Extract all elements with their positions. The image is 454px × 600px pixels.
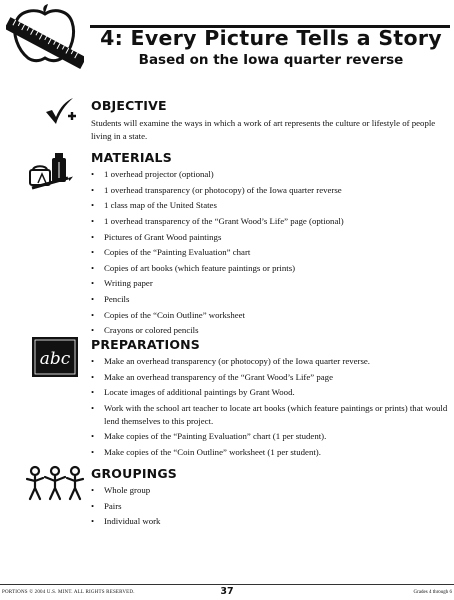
school-supplies-icon <box>28 150 74 192</box>
list-item: • 1 overhead projector (optional) <box>91 168 453 181</box>
list-item: • Individual work <box>91 515 453 528</box>
preparations-heading: PREPARATIONS <box>91 337 201 352</box>
list-item: • Pictures of Grant Wood paintings <box>91 231 453 244</box>
page-number: 37 <box>220 586 234 597</box>
preparations-list <box>91 355 453 461</box>
list-item: • Writing paper <box>91 277 453 290</box>
footer-grade-level: Grades 4 through 6 <box>413 590 452 595</box>
materials-list <box>91 168 453 340</box>
list-item: • Copies of the “Painting Evaluation” chart <box>91 246 453 259</box>
list-item: • Make an overhead transparency of the “Grant Wood’s Life” page <box>91 371 453 384</box>
page-subtitle: Based on the Iowa quarter reverse <box>138 52 404 68</box>
footer-copyright: PORTIONS © 2004 U.S. MINT. ALL RIGHTS RESERVED. <box>2 590 135 595</box>
list-item: • Make an overhead transparency (or photocopy) of the Iowa quarter reverse. <box>91 355 453 368</box>
list-item: • Pairs <box>91 500 453 513</box>
chalkboard-abc-text: abc <box>39 349 71 369</box>
list-item: • Work with the school art teacher to locate art books (which feature paintings or prints) that would lend themselves to this project. <box>91 402 453 427</box>
list-item: • 1 class map of the United States <box>91 199 453 212</box>
list-item: • Copies of the “Coin Outline” worksheet <box>91 309 453 322</box>
list-item: • 1 overhead transparency (or photocopy) of the Iowa quarter reverse <box>91 184 453 197</box>
list-item: • Pencils <box>91 293 453 306</box>
objective-heading: OBJECTIVE <box>91 98 167 113</box>
chalkboard-abc-icon <box>30 335 80 379</box>
checkmark-plus-icon <box>44 97 78 125</box>
people-group-icon <box>26 465 84 501</box>
groupings-heading: GROUPINGS <box>91 466 177 481</box>
groupings-list <box>91 484 453 531</box>
page-title: 4: Every Picture Tells a Story <box>100 26 442 50</box>
list-item: • Whole group <box>91 484 453 497</box>
list-item: • Make copies of the “Painting Evaluation” chart (1 per student). <box>91 430 453 443</box>
footer-rule <box>0 584 454 585</box>
list-item: • 1 overhead transparency of the “Grant Wood’s Life” page (optional) <box>91 215 453 228</box>
apple-ruler-icon <box>6 4 84 72</box>
list-item: • Copies of art books (which feature paintings or prints) <box>91 262 453 275</box>
objective-text: Students will examine the ways in which a work of art represents the culture or lifestyle of people living in a state. <box>91 118 436 141</box>
materials-heading: MATERIALS <box>91 150 172 165</box>
list-item: • Locate images of additional paintings by Grant Wood. <box>91 386 453 399</box>
list-item: • Crayons or colored pencils <box>91 324 453 337</box>
list-item: • Make copies of the “Coin Outline” worksheet (1 per student). <box>91 446 453 459</box>
